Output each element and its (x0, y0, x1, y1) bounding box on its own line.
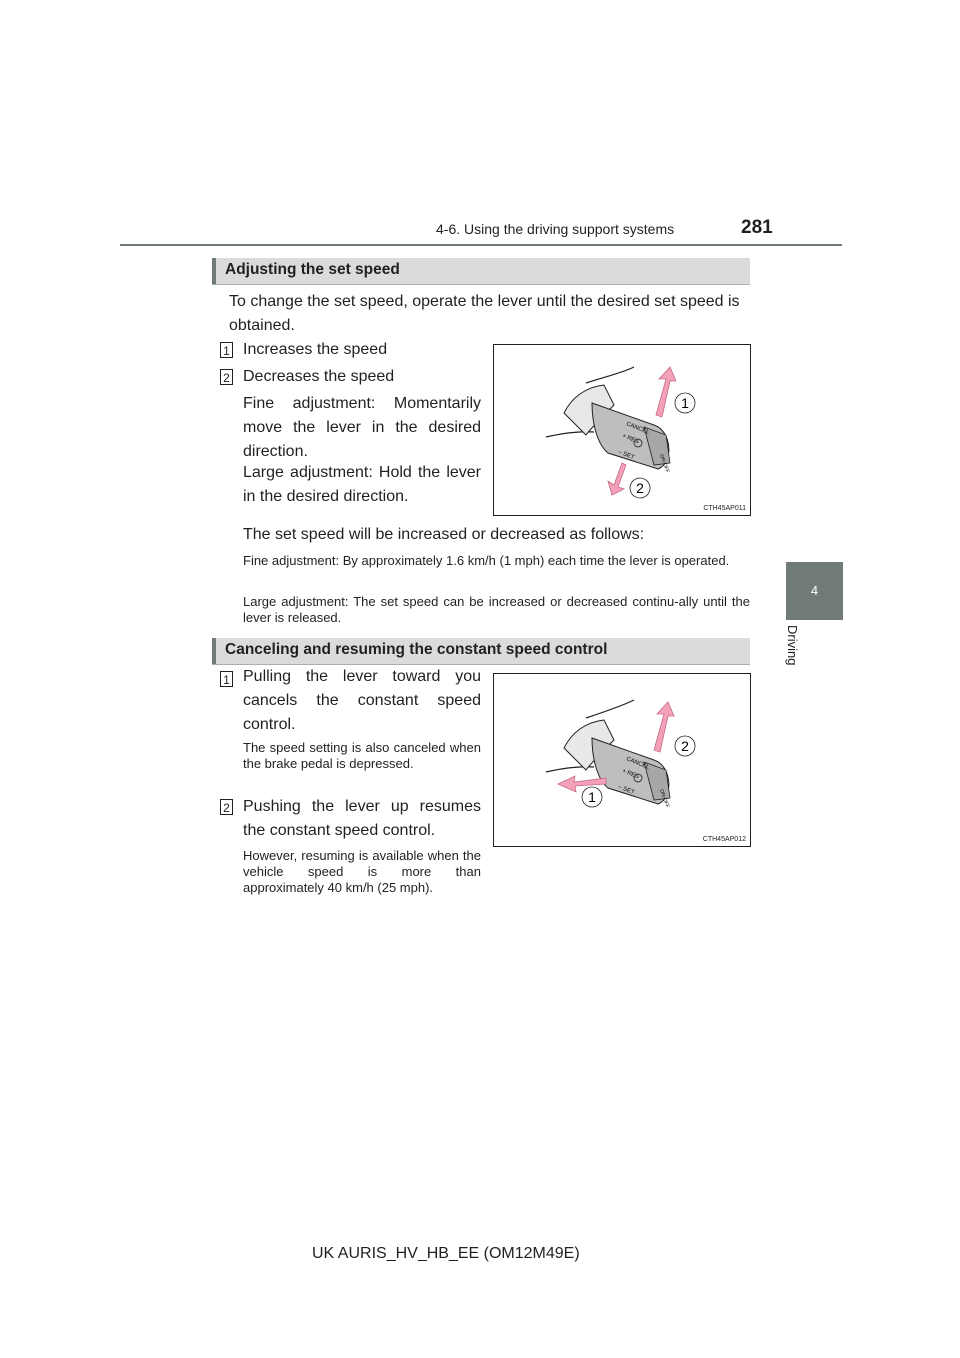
lever-label-onoff: ON-OFF (658, 788, 671, 809)
lever-label-res: + RES (621, 768, 640, 781)
cancel-note: The speed setting is also canceled when the brake pedal is depressed. (243, 740, 481, 771)
section1-intro: To change the set speed, operate the lever until the desired set speed is obtained. (229, 293, 740, 334)
lever-figure-cancel (493, 673, 751, 847)
resume-text: Pushing the lever up resumes the constant speed control. (243, 798, 481, 839)
chapter-tab[interactable]: 4 (786, 562, 843, 620)
section-heading-text: Canceling and resuming the constant speed control (225, 641, 608, 658)
large-adjustment-text: Large adjustment: Hold the lever in the desired direction. (243, 464, 481, 505)
header-rule (120, 244, 842, 246)
arrow-up-icon (656, 367, 676, 417)
item-decrease-text: Decreases the speed (243, 368, 395, 385)
section-heading-text: Adjusting the set speed (225, 261, 400, 278)
section-heading-canceling (212, 638, 750, 665)
figure-code: CTH45AP011 (703, 505, 746, 512)
section-heading-adjusting (212, 258, 750, 285)
page-number: 281 (741, 217, 773, 238)
item-number-box: 2 (220, 369, 233, 385)
cancel-text: Pulling the lever toward you cancels the constant speed control. (243, 668, 481, 733)
item-number-box: 1 (220, 342, 233, 358)
arrow-up-icon (654, 702, 674, 752)
arrow-down-icon (608, 463, 626, 495)
heading-accent-bar (212, 638, 216, 664)
lever-label-cancel: CANCEL (625, 756, 651, 771)
lever-label-onoff: ON-OFF (658, 453, 671, 474)
fine-adjustment-text: Fine adjustment: Momentarily move the lever in the desired direction. (243, 395, 481, 460)
callout-1: 1 (588, 789, 596, 805)
chapter-label (782, 625, 802, 685)
figure-code: CTH45AP012 (702, 836, 746, 843)
cruise-lever-illustration (494, 345, 750, 515)
summary-text: The set speed will be increased or decreased as follows: (243, 526, 645, 543)
lever-label-set: – SET (617, 784, 635, 797)
footer-model-code: UK AURIS_HV_HB_EE (OM12M49E) (312, 1245, 580, 1262)
item-number-box: 2 (220, 799, 233, 815)
lever-label-cancel: CANCEL (625, 421, 651, 436)
item-number-box: 1 (220, 671, 233, 687)
callout-1: 1 (681, 395, 689, 411)
chapter-label-text: Driving (785, 625, 800, 666)
callout-2: 2 (681, 738, 689, 754)
note-fine: Fine adjustment: By approximately 1.6 km/h (1 mph) each time the lever is operated. (243, 553, 730, 568)
lever-label-res: + RES (621, 433, 640, 446)
resume-note: However, resuming is available when the vehicle speed is more than approximately 40 km/h (25 mph). (243, 848, 481, 895)
lever-label-set: – SET (617, 449, 635, 462)
note-large: Large adjustment: The set speed can be increased or decreased continu-ally until the lever is released. (243, 594, 750, 625)
cruise-lever-illustration (494, 674, 750, 846)
running-header: 4-6. Using the driving support systems (436, 221, 675, 237)
item-increase-text: Increases the speed (243, 341, 388, 358)
callout-2: 2 (636, 480, 644, 496)
lever-figure-adjust (493, 344, 751, 516)
heading-accent-bar (212, 258, 216, 284)
